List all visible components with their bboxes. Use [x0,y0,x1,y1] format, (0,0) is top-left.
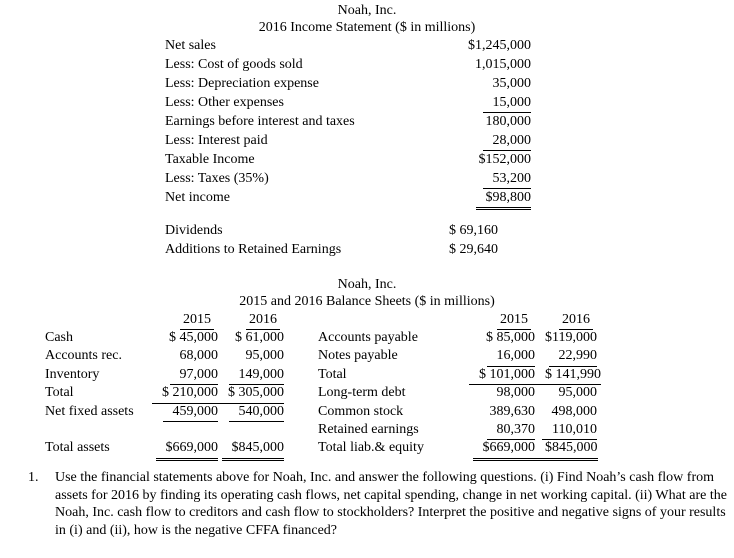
distribution-row [165,240,531,259]
bs-right-value-2015: 16,000 [487,347,536,366]
income-statement-row [165,150,531,169]
income-row-value: 180,000 [485,114,531,129]
bs-right-label: Accounts payable [318,330,418,345]
balance-sheet-row [45,384,597,402]
bs-right-value-2015: 98,000 [496,385,535,401]
income-row-label: Net income [165,190,230,205]
income-row-value: 53,200 [483,169,532,189]
income-statement-row [165,131,531,150]
balance-sheet-title: Noah, Inc. [337,277,397,292]
income-statement-row [165,55,531,74]
bs-right-year-2015: 2015 [497,311,531,330]
bs-left-value-2015: 459,000 [163,403,219,422]
bs-left-label: Inventory [45,366,100,382]
income-statement-title: Noah, Inc. [337,3,397,18]
distribution-row-value: $ 29,640 [449,242,498,257]
bs-right-value-2016: $119,000 [545,330,597,345]
distribution-rows [165,221,531,259]
distribution-row [165,221,531,240]
bs-right-label: Common stock [318,403,404,419]
income-row-value: 28,000 [483,131,532,151]
bs-right-year-2016: 2016 [559,311,593,330]
bs-right-value-2016: 95,000 [558,385,597,401]
distribution-row-label: Dividends [165,223,223,238]
income-statement-row [165,36,531,55]
income-statement-subtitle: 2016 Income Statement ($ in millions) [258,20,476,35]
question-text: Use the financial statements above for Noah, Inc. and answer the following questions. (i) Find Noah’s cash flow from assets for 2016 by finding its operating cash flows, net capital spending, change in net working capital. (ii) What are the Noah, Inc. cash flow to creditors and cash flow to stockholders? Interpret the positive and negative signs of your results in (i) and (ii), how is the negative CFFA financed? [55,470,727,538]
question-item [28,469,734,539]
income-row-label: Less: Depreciation expense [165,76,319,91]
balance-sheet-year-headers [45,311,597,329]
bs-left-value-2015: $ 210,000 [152,384,218,403]
bs-left-label: Total [45,385,74,401]
income-statement-row [165,93,531,112]
bs-left-value-2015: 68,000 [179,348,218,364]
income-row-value: 1,015,000 [475,57,531,72]
distribution-row-label: Additions to Retained Earnings [165,242,342,257]
income-statement-row [165,112,531,131]
bs-left-value-2016: $845,000 [222,439,285,460]
bs-right-label: Total [318,366,347,382]
distribution-row-value: $ 69,160 [449,223,498,238]
income-row-label: Less: Cost of goods sold [165,57,303,72]
balance-sheet-row [45,366,601,384]
bs-left-value-2016: $ 61,000 [235,330,284,345]
balance-sheet-rows [45,329,601,458]
income-row-value: 15,000 [483,93,532,113]
bs-left-label: Total assets [45,440,110,456]
balance-sheet-subtitle: 2015 and 2016 Balance Sheets ($ in millions) [239,294,495,309]
income-statement-row [165,169,531,188]
bs-right-value-2015: 80,370 [487,421,536,440]
income-row-value: 35,000 [492,76,531,91]
income-row-value: $1,245,000 [468,38,531,53]
question-number: 1. [28,470,39,485]
bs-right-label: Retained earnings [318,421,419,437]
balance-sheet-row [45,329,597,347]
bs-right-value-2016: $845,000 [535,439,598,460]
bs-right-value-2016: 110,010 [542,421,597,440]
bs-left-label: Net fixed assets [45,403,134,419]
bs-right-value-2016: 498,000 [551,403,597,419]
income-row-label: Less: Other expenses [165,95,284,110]
bs-left-value-2016: 95,000 [245,348,284,364]
income-row-label: Less: Interest paid [165,133,268,148]
bs-right-value-2015: $669,000 [473,439,536,460]
bs-left-value-2016: 149,000 [229,366,285,385]
bs-right-value-2015: $ 101,000 [469,366,535,385]
bs-right-value-2016: 22,990 [549,347,598,366]
bs-left-value-2015: $669,000 [156,439,219,460]
bs-left-year-2016: 2016 [246,311,280,330]
bs-right-value-2015: 389,630 [489,403,535,419]
bs-left-value-2016: 540,000 [229,403,285,422]
income-row-label: Taxable Income [165,152,255,167]
bs-right-value-2015: $ 85,000 [486,330,535,345]
bs-left-label: Cash [45,330,73,345]
balance-sheet-row [45,439,597,457]
bs-left-value-2015: 97,000 [170,366,219,385]
income-row-label: Earnings before interest and taxes [165,114,355,129]
income-row-label: Less: Taxes (35%) [165,171,269,186]
bs-right-value-2016: $ 141,990 [535,366,601,385]
balance-sheet-row [45,347,597,365]
income-statement-row [165,188,531,207]
bs-left-label [45,421,148,439]
bs-right-label: Notes payable [318,348,398,364]
income-statement-row [165,74,531,93]
bs-left-value-2015: $ 45,000 [169,330,218,345]
bs-left-year-2015: 2015 [180,311,214,330]
bs-left-label: Accounts rec. [45,348,122,364]
income-row-value: $98,800 [476,188,532,210]
income-statement-rows [165,36,531,207]
bs-right-label: Total liab.& equity [318,440,424,456]
income-row-value: $152,000 [478,152,531,167]
bs-right-label: Long-term debt [318,385,406,401]
income-row-label: Net sales [165,38,216,53]
balance-sheet-row [45,421,597,439]
balance-sheet-row [45,403,597,421]
bs-left-value-2016: $ 305,000 [218,384,284,403]
